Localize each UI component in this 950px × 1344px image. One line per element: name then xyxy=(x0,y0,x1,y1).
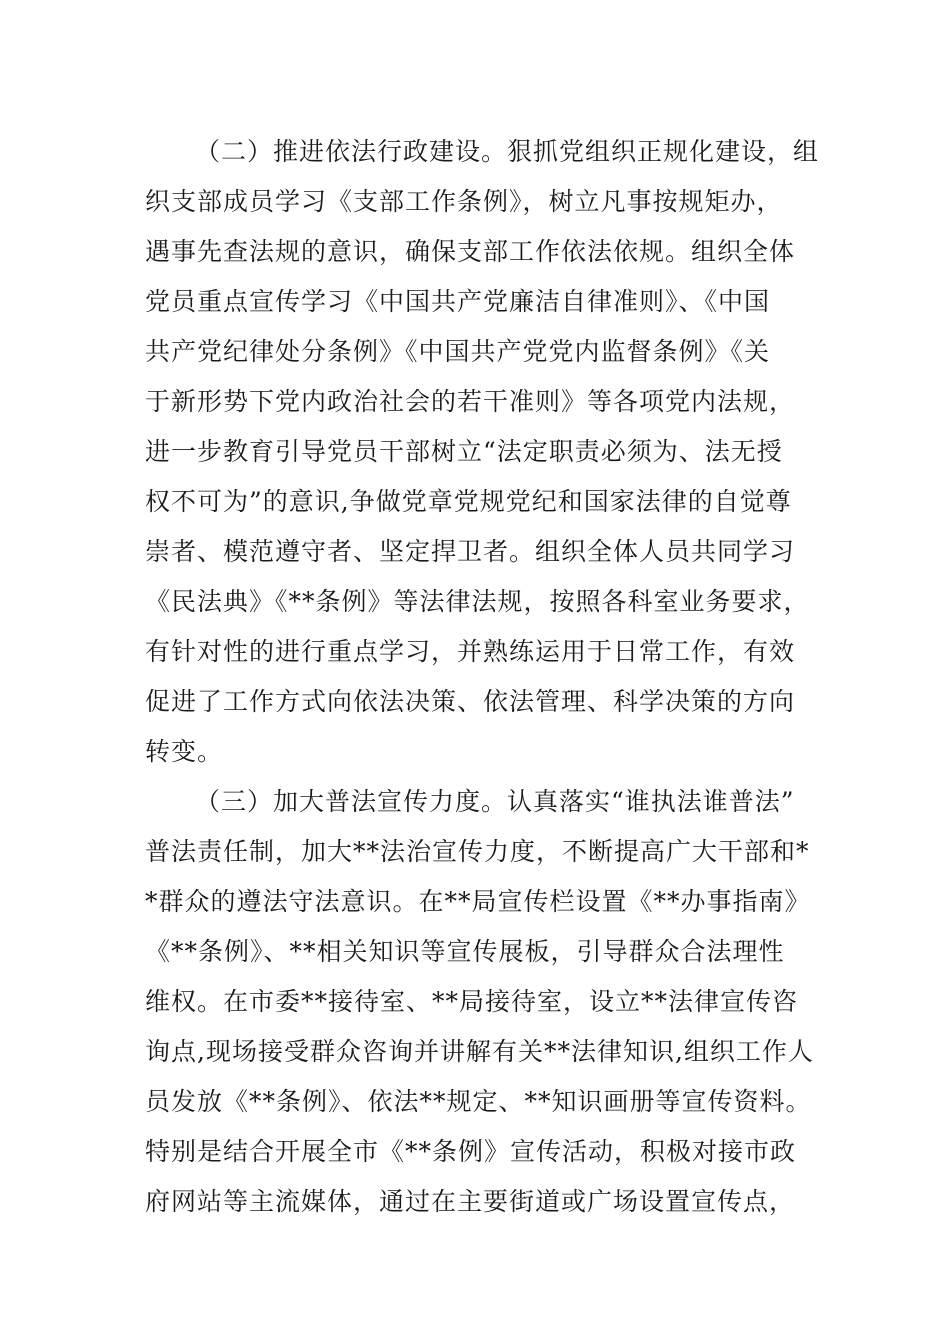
paragraph-rule-of-law-administration xyxy=(145,127,835,777)
text-line: 有针对性的进行重点学习，并熟练运用于日常工作，有效 xyxy=(145,637,796,666)
document-body xyxy=(145,127,835,1227)
text-line: 共产党纪律处分条例》《中国共产党党内监督条例》《关 xyxy=(145,337,771,366)
text-line: 特别是结合开展全市《**条例》宣传活动，积极对接市政 xyxy=(145,1137,797,1166)
text-line: 询点,现场接受群众咨询并讲解有关**法律知识,组织工作人 xyxy=(145,1037,814,1066)
text-line: 遇事先查法规的意识，确保支部工作依法依规。组织全体 xyxy=(145,237,796,266)
text-line: 党员重点宣传学习《中国共产党廉洁自律准则》、《中国 xyxy=(145,287,771,316)
text-line: 员发放《**条例》、依法**规定、**知识画册等宣传资料。 xyxy=(145,1087,812,1116)
text-line: 进一步教育引导党员干部树立“法定职责必须为、法无授 xyxy=(145,437,783,466)
text-line: 织支部成员学习《支部工作条例》，树立凡事按规矩办， xyxy=(145,187,783,216)
text-line: *群众的遵法守法意识。在**局宣传栏设置《**办事指南》 xyxy=(145,887,811,916)
text-line: 权不可为”的意识,争做党章党规党纪和国家法律的自觉尊 xyxy=(145,487,792,516)
text-line: 《民法典》《**条例》等法律法规，按照各科室业务要求， xyxy=(145,587,810,616)
text-line: 于新形势下党内政治社会的若干准则》等各项党内法规， xyxy=(145,387,796,416)
text-line: 《**条例》、**相关知识等宣传展板，引导群众合法理性 xyxy=(145,937,785,966)
text-line: （二）推进依法行政建设。狠抓党组织正规化建设，组 xyxy=(195,137,820,166)
text-line: 府网站等主流媒体，通过在主要街道或广场设置宣传点， xyxy=(145,1187,796,1216)
paragraph-legal-publicity xyxy=(145,777,835,1227)
text-line: 崇者、模范遵守者、坚定捍卫者。组织全体人员共同学习 xyxy=(145,537,796,566)
text-line: 促进了工作方式向依法决策、依法管理、科学决策的方向 xyxy=(145,687,796,716)
text-line: （三）加大普法宣传力度。认真落实“谁执法谁普法” xyxy=(195,787,795,816)
text-line: 转变。 xyxy=(145,737,224,766)
text-line: 普法责任制，加大**法治宣传力度，不断提高广大干部和* xyxy=(145,837,810,866)
text-line: 维权。在市委**接待室、**局接待室，设立**法律宣传咨 xyxy=(145,987,799,1016)
